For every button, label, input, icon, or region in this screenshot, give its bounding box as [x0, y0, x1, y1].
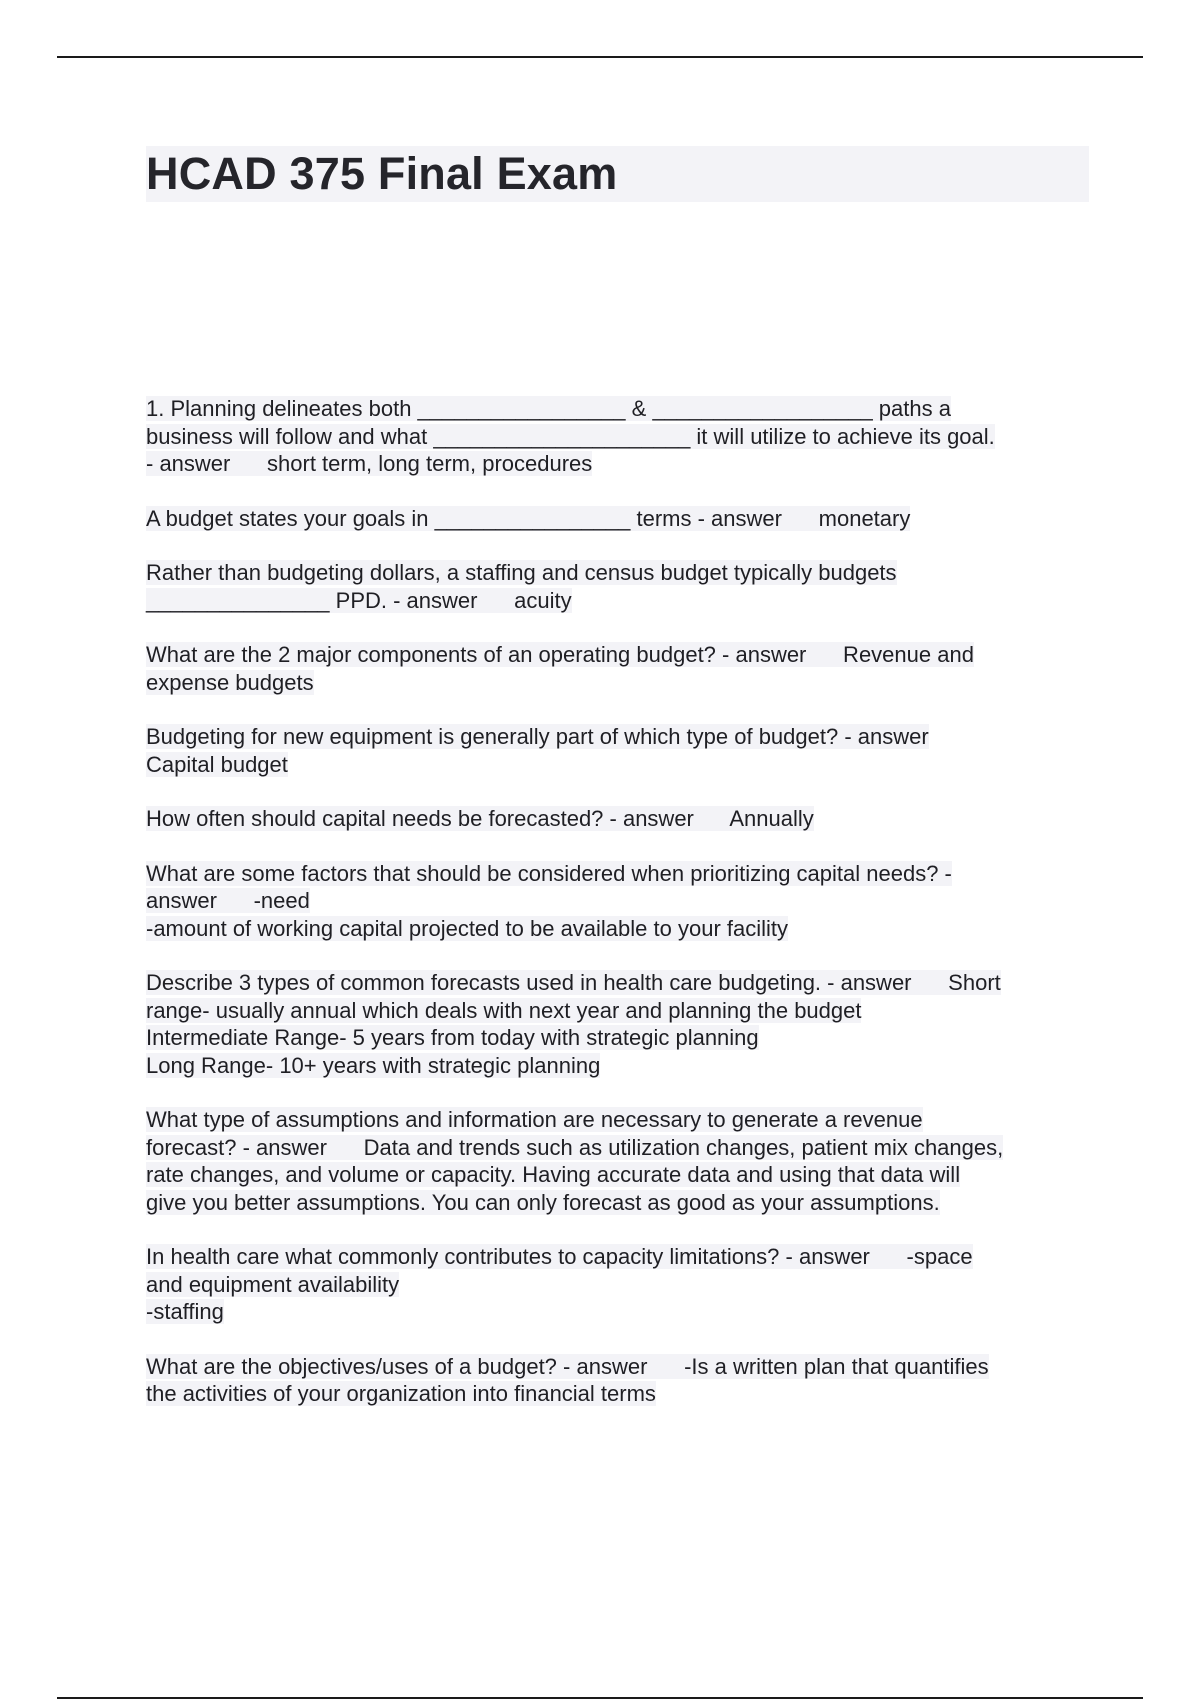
qa-item	[146, 395, 1096, 478]
item-spacer	[146, 1079, 1096, 1106]
qa-line	[146, 887, 1096, 915]
qa-item	[146, 723, 1096, 778]
qa-line	[146, 915, 1096, 943]
qa-line	[146, 723, 1096, 751]
qa-line	[146, 1134, 1096, 1162]
qa-line-text: range- usually annual which deals with next year and planning the budget	[146, 997, 862, 1023]
item-spacer	[146, 478, 1096, 505]
qa-line-text: and equipment availability	[146, 1271, 400, 1297]
qa-line-text: Rather than budgeting dollars, a staffing and census budget typically budgets	[146, 560, 897, 585]
qa-item	[146, 805, 1096, 833]
qa-line	[146, 1380, 1096, 1408]
qa-line-text: What are the objectives/uses of a budget? - answer -Is a written plan that quantifies	[146, 1353, 989, 1379]
qa-line-text: forecast? - answer Data and trends such as utilization changes, patient mix changes,	[146, 1134, 1004, 1160]
qa-line	[146, 1024, 1096, 1052]
qa-line	[146, 1052, 1096, 1080]
qa-line	[146, 450, 1096, 478]
qa-line	[146, 751, 1096, 779]
qa-line-text: answer -need	[146, 888, 310, 913]
qa-line-text: How often should capital needs be forecasted? - answer Annually	[146, 806, 814, 831]
qa-line	[146, 969, 1096, 997]
qa-line	[146, 641, 1096, 669]
qa-line	[146, 395, 1096, 423]
title-highlight	[146, 146, 1089, 202]
qa-item	[146, 641, 1096, 696]
qa-line	[146, 1353, 1096, 1381]
qa-line-text: Describe 3 types of common forecasts used in health care budgeting. - answer Short	[146, 970, 1001, 995]
qa-line	[146, 505, 1096, 533]
qa-line	[146, 1161, 1096, 1189]
item-spacer	[146, 833, 1096, 860]
qa-line-text: - answer short term, long term, procedures	[146, 451, 593, 476]
qa-line-text: Budgeting for new equipment is generally part of which type of budget? - answer	[146, 724, 929, 749]
qa-item	[146, 969, 1096, 1079]
qa-line	[146, 1189, 1096, 1217]
qa-line-text: What are the 2 major components of an operating budget? - answer Revenue and	[146, 642, 974, 667]
qa-line-text: the activities of your organization into financial terms	[146, 1381, 656, 1406]
bottom-divider	[57, 1697, 1143, 1699]
qa-line	[146, 1106, 1096, 1134]
item-spacer	[146, 614, 1096, 641]
item-spacer	[146, 532, 1096, 559]
qa-line-text: Long Range- 10+ years with strategic planning	[146, 1052, 601, 1078]
qa-line	[146, 860, 1096, 888]
qa-list	[146, 395, 1096, 1408]
qa-line	[146, 805, 1096, 833]
qa-line-text: Capital budget	[146, 751, 288, 777]
qa-line-text: rate changes, and volume or capacity. Having accurate data and using that data will	[146, 1162, 961, 1187]
qa-line	[146, 559, 1096, 587]
qa-line	[146, 1243, 1096, 1271]
qa-line-text: What type of assumptions and information are necessary to generate a revenue	[146, 1107, 923, 1132]
item-spacer	[146, 942, 1096, 969]
qa-line-text: -staffing	[146, 1299, 224, 1324]
qa-line-text: expense budgets	[146, 669, 314, 695]
qa-line-text: give you better assumptions. You can only forecast as good as your assumptions.	[146, 1189, 940, 1215]
item-spacer	[146, 696, 1096, 723]
qa-line-text: What are some factors that should be considered when prioritizing capital needs? -	[146, 860, 952, 886]
qa-line	[146, 587, 1096, 615]
qa-line	[146, 1298, 1096, 1326]
qa-line	[146, 669, 1096, 697]
qa-item	[146, 559, 1096, 614]
item-spacer	[146, 1326, 1096, 1353]
qa-item	[146, 1243, 1096, 1326]
qa-item	[146, 505, 1096, 533]
qa-item	[146, 1353, 1096, 1408]
qa-line	[146, 423, 1096, 451]
item-spacer	[146, 1216, 1096, 1243]
qa-line	[146, 997, 1096, 1025]
qa-line-text: Intermediate Range- 5 years from today with strategic planning	[146, 1025, 759, 1050]
qa-line-text: In health care what commonly contributes to capacity limitations? - answer -space	[146, 1244, 973, 1269]
item-spacer	[146, 778, 1096, 805]
qa-item	[146, 860, 1096, 943]
qa-item	[146, 1106, 1096, 1216]
qa-line-text: _______________ PPD. - answer acuity	[146, 587, 572, 613]
qa-line-text: -amount of working capital projected to be available to your facility	[146, 915, 789, 941]
qa-line-text: business will follow and what _____________________ it will utilize to achieve its goal.	[146, 423, 995, 449]
qa-line	[146, 1271, 1096, 1299]
qa-line-text: A budget states your goals in ________________ terms - answer monetary	[146, 505, 911, 531]
top-divider	[57, 56, 1143, 58]
page-title: HCAD 375 Final Exam	[146, 148, 618, 199]
qa-line-text: 1. Planning delineates both _________________ & __________________ paths a	[146, 396, 951, 421]
